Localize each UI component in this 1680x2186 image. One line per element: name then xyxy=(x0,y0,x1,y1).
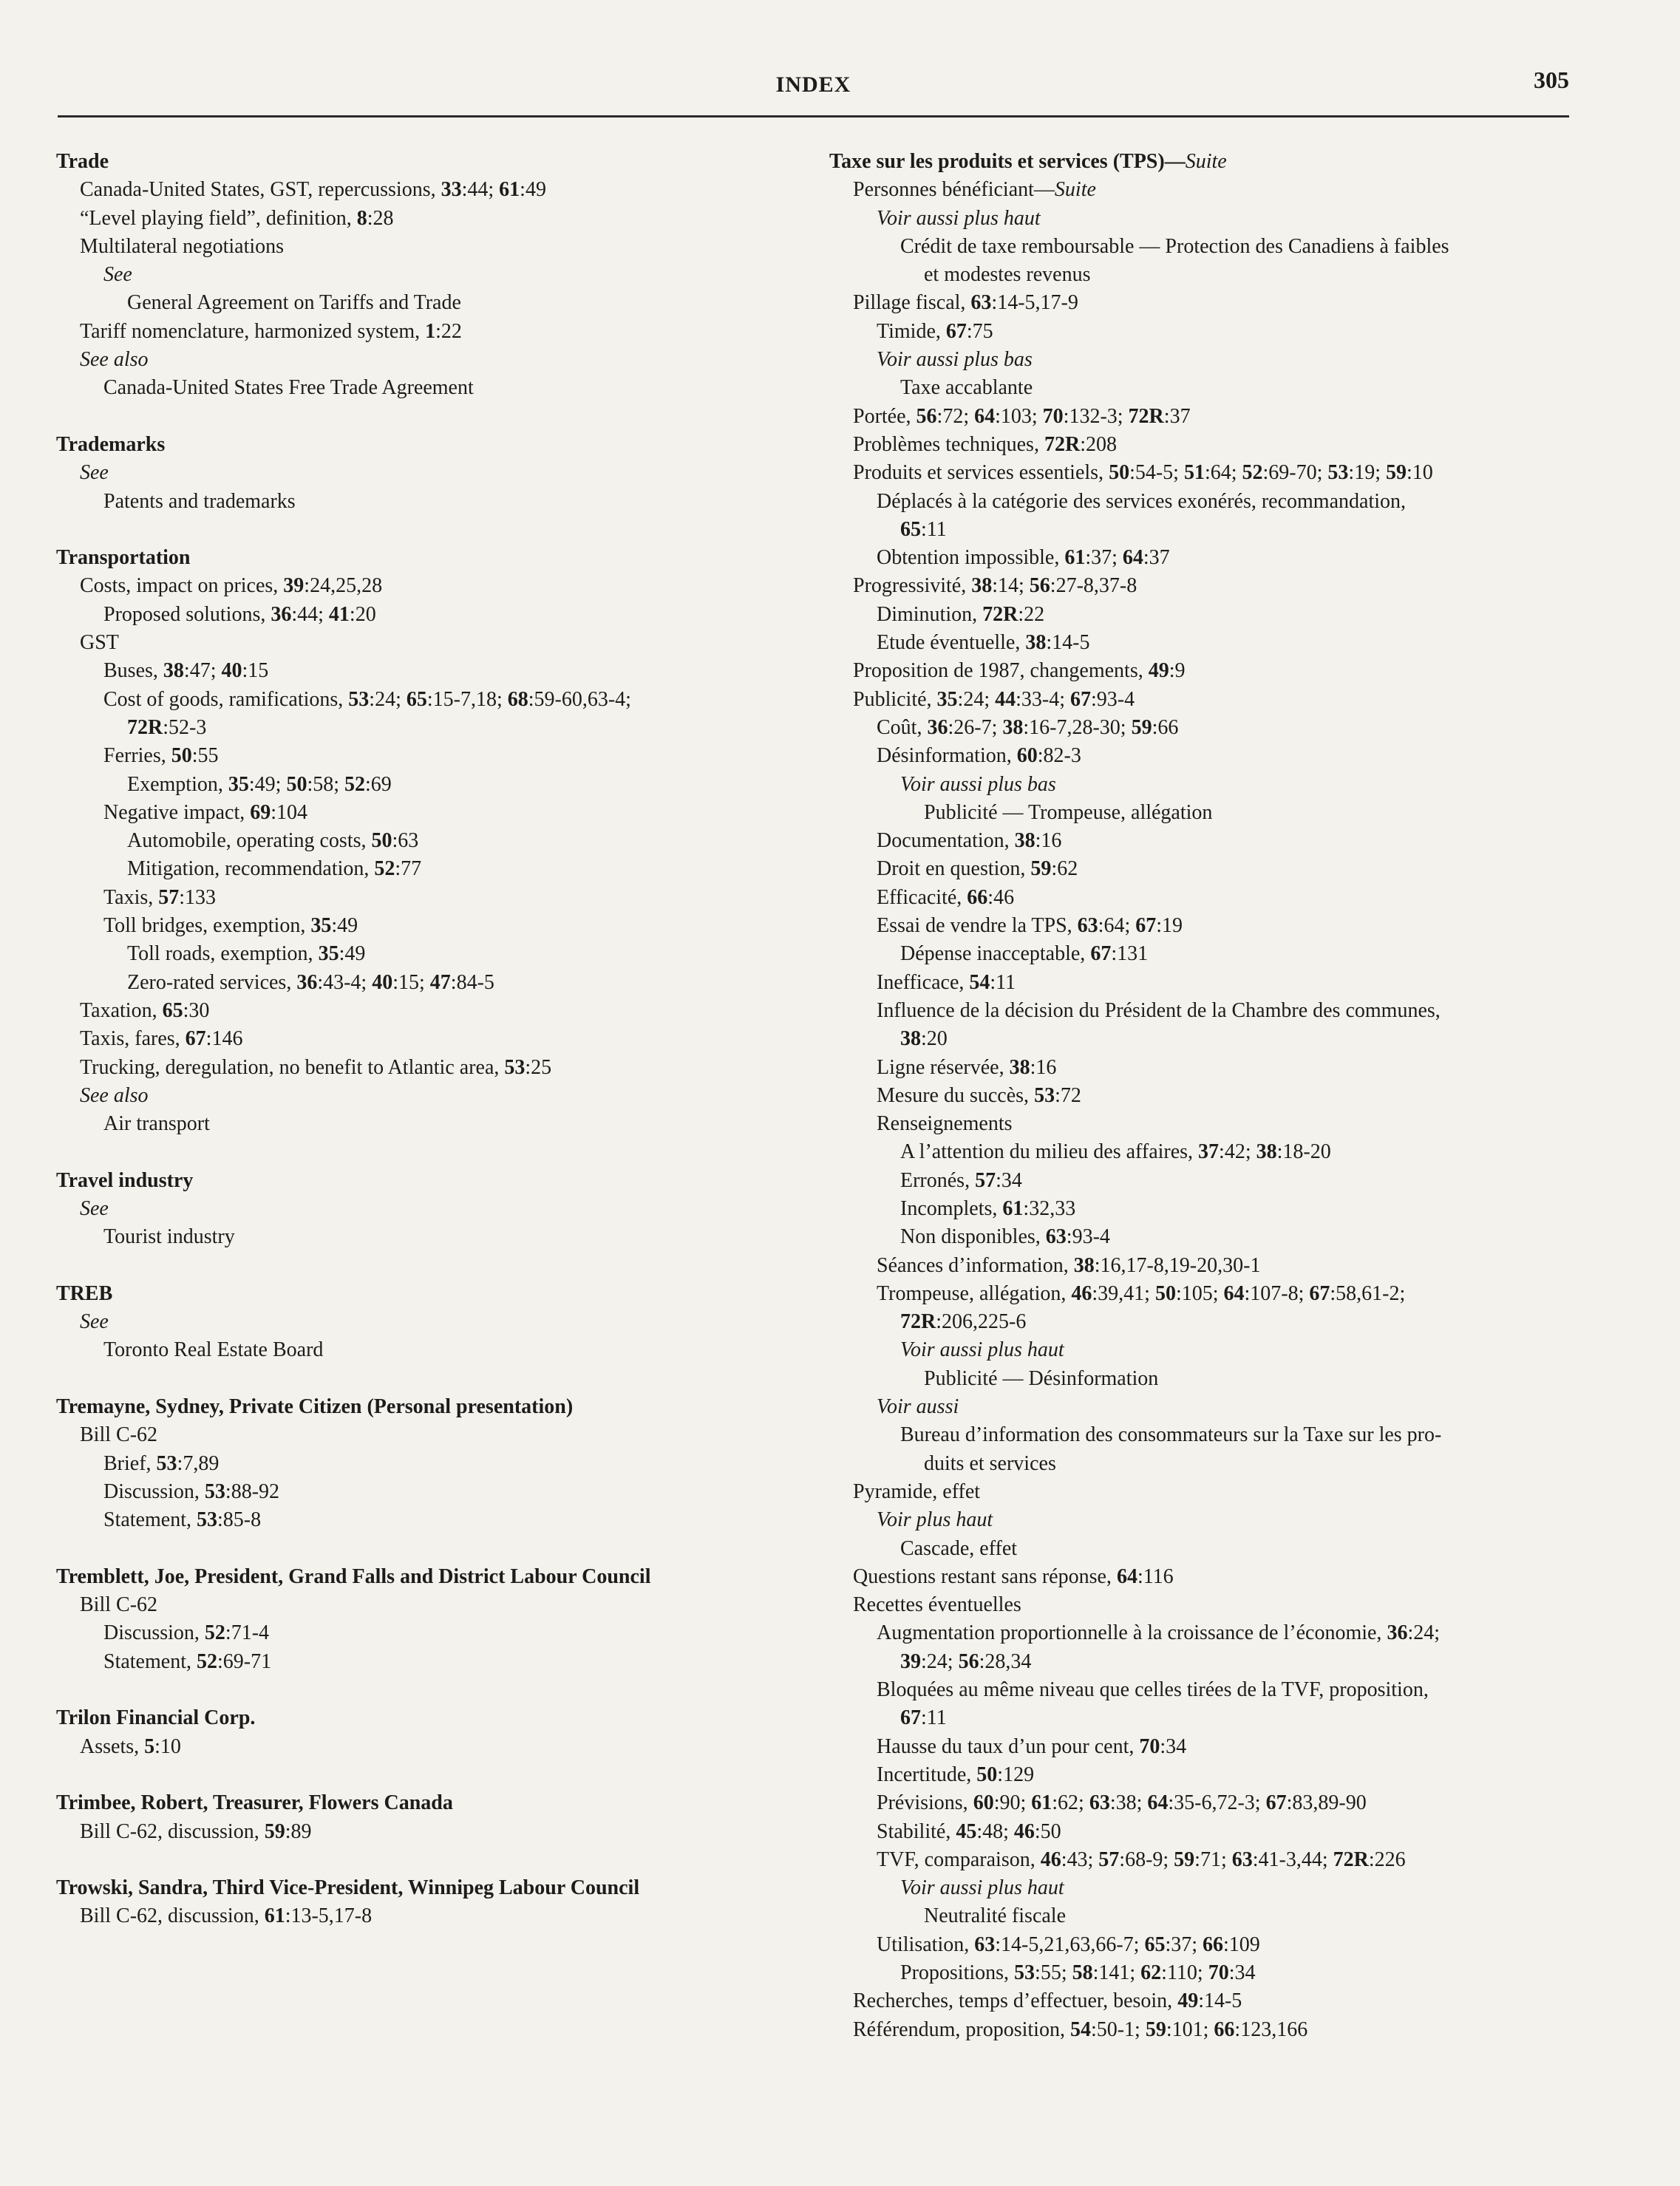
index-entry: Canada-United States Free Trade Agreement xyxy=(103,376,474,400)
index-entry: Taxation, 65:30 xyxy=(80,998,210,1022)
cross-reference: See also xyxy=(80,348,149,372)
index-entry: Taxis, 57:133 xyxy=(103,885,217,909)
index-entry: Obtention impossible, 61:37; 64:37 xyxy=(877,546,1170,570)
index-heading: Tremayne, Sydney, Private Citizen (Personal presentation) xyxy=(56,1395,574,1419)
index-heading: Transportation xyxy=(56,546,191,570)
index-entry: Bill C-62, discussion, 61:13-5,17-8 xyxy=(80,1904,373,1928)
index-entry: Crédit de taxe remboursable — Protection des Canadiens à faibles xyxy=(900,234,1449,258)
index-entry: Discussion, 52:71-4 xyxy=(103,1621,270,1645)
index-entry: Mitigation, recommendation, 52:77 xyxy=(127,857,422,881)
index-entry: Dépense inacceptable, 67:131 xyxy=(900,942,1149,966)
index-column-left xyxy=(56,148,803,1931)
index-entry: 72R:52-3 xyxy=(127,715,207,739)
index-entry: A l’attention du milieu des affaires, 37:42; 38:18-20 xyxy=(900,1140,1331,1164)
index-entry: 39:24; 56:28,34 xyxy=(900,1649,1032,1673)
index-entry: Brief, 53:7,89 xyxy=(103,1451,220,1475)
index-entry: Tariff nomenclature, harmonized system, 1:22 xyxy=(80,319,462,343)
index-entry: Inefficace, 54:11 xyxy=(877,970,1016,994)
index-entry: Air transport xyxy=(103,1112,210,1136)
index-heading: Travel industry xyxy=(56,1168,194,1192)
page-title: INDEX xyxy=(775,72,851,97)
index-entry: Pillage fiscal, 63:14-5,17-9 xyxy=(853,291,1078,315)
index-entry: Erronés, 57:34 xyxy=(900,1168,1022,1192)
index-heading: TREB xyxy=(56,1281,113,1305)
index-entry: GST xyxy=(80,631,119,655)
index-entry: Toll bridges, exemption, 35:49 xyxy=(103,914,358,938)
index-entry: Patents and trademarks xyxy=(103,489,296,513)
index-entry: Tourist industry xyxy=(103,1225,235,1249)
index-entry: Essai de vendre la TPS, 63:64; 67:19 xyxy=(877,914,1183,938)
index-entry: Proposition de 1987, changements, 49:9 xyxy=(853,659,1186,683)
index-entry: Incertitude, 50:129 xyxy=(877,1763,1035,1786)
index-entry: Propositions, 53:55; 58:141; 62:110; 70:34 xyxy=(900,1961,1256,1984)
index-entry: Toll roads, exemption, 35:49 xyxy=(127,942,366,966)
cross-reference: See xyxy=(80,1310,109,1334)
cross-reference: Voir aussi plus haut xyxy=(877,206,1041,230)
index-entry: Publicité — Désinformation xyxy=(924,1366,1159,1390)
entry-spacer xyxy=(56,1676,803,1704)
index-entry: Documentation, 38:16 xyxy=(877,829,1062,853)
index-entry: Canada-United States, GST, repercussions, 33:44; 61:49 xyxy=(80,178,546,202)
index-column-right xyxy=(829,148,1576,2044)
index-entry: Etude éventuelle, 38:14-5 xyxy=(877,631,1090,655)
index-entry: duits et services xyxy=(924,1451,1056,1475)
index-entry: Stabilité, 45:48; 46:50 xyxy=(877,1819,1061,1843)
cross-reference: See also xyxy=(80,1083,149,1107)
continued-label: Suite xyxy=(1054,178,1096,202)
cross-reference: Voir aussi plus haut xyxy=(900,1338,1064,1362)
index-entry: Neutralité fiscale xyxy=(924,1904,1067,1928)
entry-spacer xyxy=(56,516,803,544)
index-entry: Questions restant sans réponse, 64:116 xyxy=(853,1564,1174,1588)
index-entry: Multilateral negotiations xyxy=(80,234,285,258)
continued-label: Suite xyxy=(1185,150,1227,173)
entry-spacer xyxy=(56,1761,803,1789)
index-heading: Trilon Financial Corp. xyxy=(56,1706,256,1730)
index-entry: Bill C-62 xyxy=(80,1423,158,1447)
index-entry: Mesure du succès, 53:72 xyxy=(877,1083,1081,1107)
index-entry: Statement, 52:69-71 xyxy=(103,1649,272,1673)
cross-reference: Voir aussi plus bas xyxy=(900,772,1056,796)
index-entry: Diminution, 72R:22 xyxy=(877,602,1045,626)
index-entry: Bill C-62, discussion, 59:89 xyxy=(80,1819,312,1843)
index-entry: Assets, 5:10 xyxy=(80,1734,181,1758)
index-entry: 72R:206,225-6 xyxy=(900,1310,1027,1334)
index-entry: Recettes éventuelles xyxy=(853,1593,1021,1617)
index-entry: Zero-rated services, 36:43-4; 40:15; 47:84-5 xyxy=(127,970,494,994)
index-entry: Trucking, deregulation, no benefit to Atlantic area, 53:25 xyxy=(80,1055,552,1079)
index-heading: Trowski, Sandra, Third Vice-President, Winnipeg Labour Council xyxy=(56,1876,640,1900)
index-entry: Bureau d’information des consommateurs sur la Taxe sur les pro- xyxy=(900,1423,1442,1447)
entry-spacer xyxy=(56,1138,803,1166)
entry-spacer xyxy=(56,1846,803,1874)
cross-reference: Voir aussi plus bas xyxy=(877,348,1033,372)
index-entry: Cost of goods, ramifications, 53:24; 65:15-7,18; 68:59-60,63-4; xyxy=(103,687,631,711)
entry-spacer xyxy=(56,1252,803,1280)
index-entry: Costs, impact on prices, 39:24,25,28 xyxy=(80,574,383,598)
entry-spacer xyxy=(56,1365,803,1393)
index-entry: et modestes revenus xyxy=(924,263,1091,287)
index-heading: Taxe sur les produits et services (TPS)—Suite xyxy=(829,150,1227,173)
index-entry: 65:11 xyxy=(900,517,947,541)
index-heading: Trimbee, Robert, Treasurer, Flowers Canada xyxy=(56,1791,453,1815)
index-entry: Portée, 56:72; 64:103; 70:132-3; 72R:37 xyxy=(853,404,1191,428)
index-entry: Hausse du taux d’un pour cent, 70:34 xyxy=(877,1734,1187,1758)
index-heading: Trade xyxy=(56,150,109,173)
index-entry: Prévisions, 60:90; 61:62; 63:38; 64:35-6,72-3; 67:83,89-90 xyxy=(877,1791,1367,1815)
cross-reference: See xyxy=(103,263,132,287)
index-entry: Progressivité, 38:14; 56:27-8,37-8 xyxy=(853,574,1137,598)
index-entry: Timide, 67:75 xyxy=(877,319,993,343)
index-entry: Trompeuse, allégation, 46:39,41; 50:105; 64:107-8; 67:58,61-2; xyxy=(877,1281,1406,1305)
index-entry: Augmentation proportionnelle à la croissance de l’économie, 36:24; xyxy=(877,1621,1440,1645)
index-entry: Efficacité, 66:46 xyxy=(877,885,1015,909)
index-entry: 67:11 xyxy=(900,1706,947,1730)
index-entry: Bloquées au même niveau que celles tirées de la TVF, proposition, xyxy=(877,1678,1429,1702)
index-entry: Personnes bénéficiant—Suite xyxy=(853,178,1096,202)
index-entry: Bill C-62 xyxy=(80,1593,158,1617)
index-entry: Incomplets, 61:32,33 xyxy=(900,1196,1076,1220)
index-entry: Séances d’information, 38:16,17-8,19-20,30-1 xyxy=(877,1253,1261,1277)
index-entry: Renseignements xyxy=(877,1112,1013,1136)
index-entry: General Agreement on Tariffs and Trade xyxy=(127,291,461,315)
index-entry: Influence de la décision du Président de la Chambre des communes, xyxy=(877,998,1441,1022)
index-entry: Ferries, 50:55 xyxy=(103,744,219,768)
index-entry: Toronto Real Estate Board xyxy=(103,1338,324,1362)
index-entry: Produits et services essentiels, 50:54-5; 51:64; 52:69-70; 53:19; 59:10 xyxy=(853,461,1433,485)
entry-spacer xyxy=(56,1535,803,1563)
index-entry: Non disponibles, 63:93-4 xyxy=(900,1225,1110,1249)
cross-reference: See xyxy=(80,461,109,485)
cross-reference: Voir aussi plus haut xyxy=(900,1876,1064,1900)
entry-spacer xyxy=(56,403,803,431)
index-entry: Désinformation, 60:82-3 xyxy=(877,744,1081,768)
index-entry: Problèmes techniques, 72R:208 xyxy=(853,432,1117,456)
index-entry: Recherches, temps d’effectuer, besoin, 49:14-5 xyxy=(853,1989,1242,2013)
index-entry: “Level playing field”, definition, 8:28 xyxy=(80,206,394,230)
index-entry: 38:20 xyxy=(900,1027,948,1051)
index-entry: Proposed solutions, 36:44; 41:20 xyxy=(103,602,376,626)
index-entry: Droit en question, 59:62 xyxy=(877,857,1078,881)
index-entry: Référendum, proposition, 54:50-1; 59:101; 66:123,166 xyxy=(853,2018,1308,2041)
index-entry: Coût, 36:26-7; 38:16-7,28-30; 59:66 xyxy=(877,715,1179,739)
index-entry: TVF, comparaison, 46:43; 57:68-9; 59:71; 63:41-3,44; 72R:226 xyxy=(877,1848,1406,1871)
index-entry: Publicité — Trompeuse, allégation xyxy=(924,800,1213,824)
index-entry: Pyramide, effet xyxy=(853,1480,981,1503)
index-entry: Taxis, fares, 67:146 xyxy=(80,1027,243,1051)
index-entry: Publicité, 35:24; 44:33-4; 67:93-4 xyxy=(853,687,1135,711)
page-header xyxy=(58,64,1569,118)
cross-reference: Voir aussi xyxy=(877,1395,959,1419)
index-entry: Exemption, 35:49; 50:58; 52:69 xyxy=(127,772,392,796)
cross-reference: Voir plus haut xyxy=(877,1508,993,1532)
index-entry: Buses, 38:47; 40:15 xyxy=(103,659,269,683)
index-entry: Déplacés à la catégorie des services exonérés, recommandation, xyxy=(877,489,1406,513)
index-heading: Tremblett, Joe, President, Grand Falls and District Labour Council xyxy=(56,1564,651,1588)
index-entry: Negative impact, 69:104 xyxy=(103,800,308,824)
index-entry: Ligne réservée, 38:16 xyxy=(877,1055,1057,1079)
index-entry: Discussion, 53:88-92 xyxy=(103,1480,280,1503)
index-heading: Trademarks xyxy=(56,432,166,456)
index-entry: Cascade, effet xyxy=(900,1536,1018,1560)
index-entry: Statement, 53:85-8 xyxy=(103,1508,262,1532)
page-number: 305 xyxy=(1534,67,1569,93)
index-entry: Utilisation, 63:14-5,21,63,66-7; 65:37; 66:109 xyxy=(877,1933,1260,1956)
cross-reference: See xyxy=(80,1196,109,1220)
index-entry: Taxe accablante xyxy=(900,376,1033,400)
index-entry: Automobile, operating costs, 50:63 xyxy=(127,829,419,853)
